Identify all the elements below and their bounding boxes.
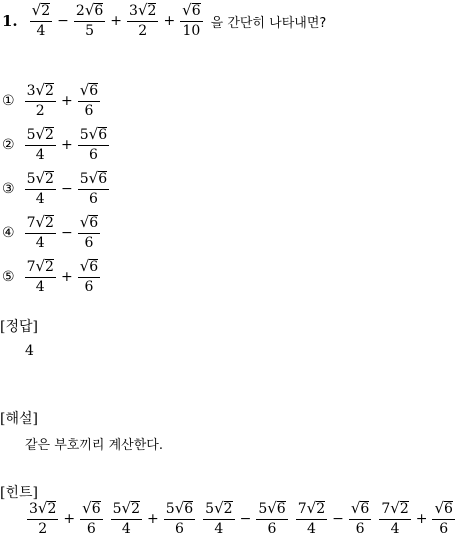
radicand: 2 <box>45 171 54 187</box>
explanation-label: [해설] <box>0 411 38 427</box>
fraction-numerator <box>296 500 327 520</box>
coefficient: 2 <box>75 3 85 19</box>
radicand: 6 <box>89 215 99 231</box>
fraction-denominator: 5 <box>85 23 95 39</box>
coefficient: 5 <box>26 171 36 187</box>
radicand: 6 <box>184 501 194 517</box>
option-item <box>2 82 102 120</box>
option-item <box>2 126 111 164</box>
radical <box>35 214 53 231</box>
fraction-denominator: 6 <box>175 521 184 537</box>
radicand: 2 <box>45 83 54 99</box>
radical <box>89 126 107 143</box>
fraction-denominator: 4 <box>121 521 131 537</box>
option-item <box>2 258 102 296</box>
radical <box>89 170 107 187</box>
fraction <box>78 126 109 164</box>
coefficient: 5 <box>26 127 36 143</box>
answer-label: [정답] <box>0 319 38 335</box>
fraction <box>349 500 371 538</box>
question-expression <box>28 2 205 40</box>
radicand: 2 <box>131 501 141 517</box>
radicand: 2 <box>45 215 54 231</box>
explanation-text: 같은 부호끼리 계산한다. <box>25 438 163 453</box>
radical-sign: √ <box>306 499 317 517</box>
radical <box>35 126 53 143</box>
fraction-denominator: 4 <box>390 521 400 537</box>
radical-sign: √ <box>121 499 132 517</box>
fraction-numerator <box>432 500 454 520</box>
radical <box>38 500 56 517</box>
operator: + <box>60 269 73 285</box>
radical-sign: √ <box>79 81 90 99</box>
radical <box>267 500 285 517</box>
fraction-numerator <box>180 2 202 22</box>
radicand: 6 <box>98 171 108 187</box>
fraction-numerator <box>80 500 102 520</box>
fraction-numerator <box>30 2 52 22</box>
radicand: 6 <box>91 501 101 517</box>
fraction <box>203 500 234 538</box>
fraction-numerator <box>78 82 100 102</box>
operator: + <box>60 93 73 109</box>
operator: − <box>57 13 69 29</box>
coefficient: 7 <box>381 501 391 517</box>
fraction <box>296 500 327 538</box>
option-marker: ⑤ <box>2 269 15 285</box>
fraction-numerator <box>203 500 234 520</box>
fraction-numerator <box>379 500 410 520</box>
hint-expression <box>201 500 290 538</box>
radicand: 2 <box>41 3 51 19</box>
fraction-denominator: 4 <box>306 521 316 537</box>
coefficient: 5 <box>165 501 175 517</box>
fraction-denominator: 6 <box>86 521 96 537</box>
answer-value: 4 <box>25 343 34 359</box>
fraction-numerator <box>25 126 56 146</box>
radical <box>80 214 98 231</box>
radical <box>175 500 193 517</box>
radical <box>138 2 156 19</box>
radical <box>35 82 53 99</box>
fraction-numerator <box>25 82 56 102</box>
radicand: 6 <box>98 127 108 143</box>
fraction-denominator: 6 <box>88 191 98 207</box>
radical-sign: √ <box>84 1 95 19</box>
radical-sign: √ <box>88 169 99 187</box>
option-item <box>2 214 102 252</box>
fraction-denominator: 6 <box>267 521 277 537</box>
fraction-denominator: 4 <box>35 147 45 163</box>
radicand: 6 <box>89 83 99 99</box>
fraction <box>25 82 56 120</box>
fraction <box>78 170 109 208</box>
operator: − <box>60 181 73 197</box>
radical-sign: √ <box>37 499 48 517</box>
option-marker: ④ <box>2 225 15 241</box>
coefficient: 7 <box>297 501 307 517</box>
fraction <box>256 500 287 538</box>
radical-sign: √ <box>79 257 90 275</box>
fraction-numerator <box>74 2 105 22</box>
fraction-denominator: 4 <box>214 521 224 537</box>
question-number: 1. <box>2 12 18 30</box>
fraction <box>78 258 100 296</box>
operator: + <box>60 137 73 153</box>
hint-expression <box>109 500 198 538</box>
fraction <box>25 258 56 296</box>
fraction <box>180 2 202 40</box>
radical <box>35 170 53 187</box>
fraction-numerator <box>111 500 142 520</box>
radical-sign: √ <box>35 213 46 231</box>
fraction-numerator <box>164 500 195 520</box>
radicand: 2 <box>45 259 54 275</box>
operator: − <box>239 511 252 527</box>
radical-sign: √ <box>31 1 42 19</box>
radicand: 6 <box>444 501 453 517</box>
radicand: 2 <box>316 501 326 517</box>
hint-expression <box>294 500 374 538</box>
question-line <box>2 2 326 40</box>
coefficient: 3 <box>29 501 38 517</box>
fraction <box>25 214 56 252</box>
radicand: 6 <box>89 259 99 275</box>
radical-sign: √ <box>35 257 46 275</box>
fraction <box>80 500 102 538</box>
radical-sign: √ <box>82 499 92 517</box>
fraction-numerator <box>78 126 109 146</box>
radical <box>434 500 452 517</box>
radicand: 2 <box>399 501 409 517</box>
operator: + <box>415 511 428 527</box>
radical <box>351 500 369 517</box>
fraction <box>164 500 195 538</box>
radical <box>390 500 408 517</box>
coefficient: 3 <box>26 83 36 99</box>
fraction-numerator <box>78 170 109 190</box>
fraction-numerator <box>127 2 158 22</box>
fraction-denominator: 6 <box>84 279 94 295</box>
radicand: 2 <box>45 127 54 143</box>
radical <box>32 2 50 19</box>
fraction-denominator: 2 <box>38 521 48 537</box>
fraction <box>27 500 58 538</box>
radical <box>80 258 98 275</box>
operator: − <box>60 225 73 241</box>
radical-sign: √ <box>35 81 46 99</box>
coefficient: 5 <box>112 501 122 517</box>
coefficient: 5 <box>205 501 215 517</box>
operator: + <box>147 511 159 527</box>
fraction-denominator: 4 <box>35 191 45 207</box>
fraction <box>432 500 454 538</box>
fraction-denominator: 2 <box>35 103 45 119</box>
radical <box>122 500 140 517</box>
fraction-numerator <box>349 500 371 520</box>
hint-expression <box>377 500 457 538</box>
hint-expressions <box>25 500 461 538</box>
radical <box>182 2 200 19</box>
fraction <box>111 500 142 538</box>
fraction <box>127 2 158 40</box>
radicand: 2 <box>147 3 157 19</box>
fraction-denominator: 2 <box>138 23 148 39</box>
radicand: 6 <box>191 3 201 19</box>
fraction-numerator <box>78 258 100 278</box>
radicand: 6 <box>94 3 104 19</box>
radical-sign: √ <box>79 213 90 231</box>
fraction-denominator: 6 <box>84 235 94 251</box>
radical-sign: √ <box>137 1 148 19</box>
radical <box>82 500 100 517</box>
coefficient: 7 <box>26 215 36 231</box>
radical-sign: √ <box>214 499 224 517</box>
fraction-denominator: 6 <box>355 521 365 537</box>
radical <box>214 500 232 517</box>
radical <box>35 258 53 275</box>
coefficient: 3 <box>129 3 138 19</box>
fraction-numerator <box>256 500 287 520</box>
fraction-denominator: 4 <box>35 279 45 295</box>
operator: − <box>332 511 344 527</box>
fraction <box>379 500 410 538</box>
radical-sign: √ <box>390 499 400 517</box>
coefficient: 7 <box>26 259 36 275</box>
operator: + <box>63 511 76 527</box>
fraction-denominator: 6 <box>439 521 449 537</box>
question-suffix: 을 간단히 나타내면? <box>210 15 327 31</box>
fraction-denominator: 4 <box>35 235 45 251</box>
fraction-denominator: 4 <box>36 23 46 39</box>
radical-sign: √ <box>267 499 277 517</box>
fraction <box>25 170 56 208</box>
fraction-numerator <box>25 170 56 190</box>
option-marker: ① <box>2 93 15 109</box>
fraction-denominator: 6 <box>84 103 94 119</box>
fraction-denominator: 6 <box>88 147 98 163</box>
radicand: 2 <box>223 501 233 517</box>
radical <box>80 82 98 99</box>
fraction <box>78 214 100 252</box>
fraction-numerator <box>25 214 56 234</box>
fraction-denominator: 10 <box>182 23 201 39</box>
radicand: 6 <box>360 501 370 517</box>
operator: + <box>163 13 176 29</box>
hint-label: [힌트] <box>0 485 38 501</box>
option-marker: ② <box>2 137 15 153</box>
coefficient: 5 <box>79 127 89 143</box>
radicand: 2 <box>47 501 57 517</box>
operator: + <box>110 13 123 29</box>
radical <box>85 2 103 19</box>
radical-sign: √ <box>174 499 185 517</box>
radicand: 6 <box>276 501 286 517</box>
hint-expression <box>25 500 105 538</box>
fraction <box>78 82 100 120</box>
option-marker: ③ <box>2 181 15 197</box>
coefficient: 5 <box>79 171 89 187</box>
radical-sign: √ <box>350 499 361 517</box>
fraction-numerator <box>25 258 56 278</box>
option-item <box>2 170 111 208</box>
radical-sign: √ <box>35 169 46 187</box>
fraction-numerator <box>78 214 100 234</box>
radical <box>307 500 325 517</box>
fraction <box>30 2 52 40</box>
coefficient: 5 <box>258 501 268 517</box>
fraction-numerator <box>27 500 58 520</box>
radical-sign: √ <box>434 499 445 517</box>
fraction <box>25 126 56 164</box>
radical-sign: √ <box>88 125 99 143</box>
radical-sign: √ <box>35 125 46 143</box>
fraction <box>74 2 105 40</box>
radical-sign: √ <box>182 1 192 19</box>
